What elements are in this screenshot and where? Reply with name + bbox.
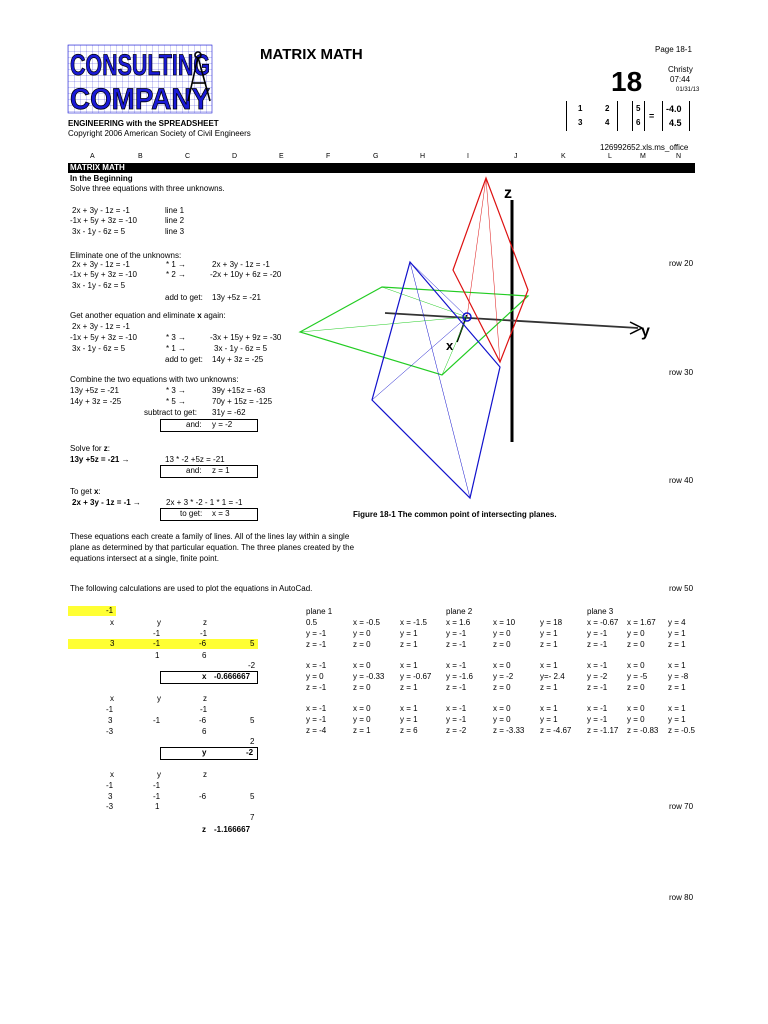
plane-cell: z = -0.5 — [668, 726, 695, 735]
plane-cell: z = 0 — [627, 683, 645, 692]
elim1-l2: -1x + 5y + 3z = -10 — [70, 270, 137, 279]
plane-cell: z = -1 — [446, 683, 467, 692]
paragraph-line3: equations intersect at a single, finite point. — [70, 554, 219, 563]
plane-cell: y = -1 — [446, 629, 467, 638]
calc-hl-z: -6 — [199, 639, 207, 648]
plane-cell: z = 6 — [400, 726, 418, 735]
getx-heading: To get x: — [70, 487, 101, 496]
logo-line1: CONSULTING — [70, 49, 210, 82]
b3-hdr-x: x — [110, 770, 114, 779]
combine-r1: 39y +15z = -63 — [212, 386, 266, 395]
plane-cell: x = -1.5 — [400, 618, 427, 627]
plane-cell: y = 0 — [493, 629, 511, 638]
plane-cell: y = 0 — [353, 629, 371, 638]
calc-v2: 2 — [250, 737, 255, 746]
row-label-40: row 40 — [669, 476, 694, 485]
row-label-80: row 80 — [669, 893, 694, 902]
b3-r1-y: -1 — [153, 781, 161, 790]
plane-cell: y = 18 — [540, 618, 563, 627]
file-name: 126992652.xls.ms_office — [600, 143, 689, 152]
combine-l1: 13y +5z = -21 — [70, 386, 119, 395]
b3-r2-y: -1 — [153, 792, 161, 801]
plane-cell: y = -5 — [627, 672, 648, 681]
plane-cell: y = 1 — [668, 629, 686, 638]
plane-cell: y = -2 — [587, 672, 608, 681]
page-number: Page 18-1 — [655, 45, 692, 54]
plane-cell: z = 0 — [627, 640, 645, 649]
plane-cell: x = 1 — [400, 704, 418, 713]
calc-hl-x: 3 — [110, 639, 115, 648]
calc-r3-y: 1 — [155, 651, 160, 660]
x-answer-box — [160, 508, 258, 521]
plane-cell: x = 0 — [493, 661, 511, 670]
plane-cell: 0.5 — [306, 618, 318, 627]
calc-hdr-z: z — [203, 618, 207, 627]
plane-cell: x = 0 — [627, 661, 645, 670]
y-result-label: y — [202, 748, 207, 757]
section-bar: MATRIX MATH — [68, 163, 695, 173]
elim2-l1: 2x + 3y - 1z = -1 — [72, 322, 130, 331]
b2-r2-z: -6 — [199, 716, 207, 725]
intersecting-planes-figure — [260, 170, 700, 515]
plane-cell: x = -1 — [587, 704, 608, 713]
plane-cell: z = -1.17 — [587, 726, 619, 735]
plane-cell: x = -1 — [306, 704, 327, 713]
b2-r3-x: -3 — [106, 727, 114, 736]
plane-cell: z = 1 — [668, 640, 686, 649]
plane-cell: z = 0 — [493, 683, 511, 692]
plane-cell: y = -1 — [306, 715, 327, 724]
b3-r2-c: 5 — [250, 792, 255, 801]
elim2-l2: -1x + 5y + 3z = -10 — [70, 333, 137, 342]
plane-cell: y = 1 — [540, 715, 558, 724]
label-line3: line 3 — [165, 227, 185, 236]
plane-cell: y = 0 — [353, 715, 371, 724]
elim1-m2: * 2 → — [166, 270, 187, 279]
green-plane — [300, 287, 528, 375]
plane-cell: x = -1 — [587, 661, 608, 670]
plane-cell: y = -1 — [446, 715, 467, 724]
plane-cell: z = -2 — [446, 726, 467, 735]
plane-cell: y = -1.6 — [446, 672, 473, 681]
elim2-addget: add to get: — [165, 355, 203, 364]
combine-m1: * 3 → — [166, 386, 187, 395]
plane-cell: y = 0 — [493, 715, 511, 724]
plane-cell: z = -1 — [306, 640, 327, 649]
plane-cell: x = -1 — [446, 704, 467, 713]
b2-r2-x: 3 — [108, 716, 113, 725]
plane-cell: z = -0.83 — [627, 726, 659, 735]
z-result-value: -1.166667 — [214, 825, 251, 834]
plane-cell: x = 1.67 — [627, 618, 656, 627]
x-axis-label: x — [446, 338, 454, 353]
intro-text: Solve three equations with three unknowns. — [70, 184, 225, 193]
company-logo — [68, 45, 212, 116]
combine-l2: 14y + 3z = -25 — [70, 397, 122, 406]
plane-cell: z = -3.33 — [493, 726, 525, 735]
calc-hl-y: -1 — [153, 639, 161, 648]
plane-cell: z = 0 — [353, 640, 371, 649]
plane-cell: y = -1 — [587, 629, 608, 638]
plane3-title: plane 3 — [587, 607, 614, 616]
plane-cell: x = 0 — [627, 704, 645, 713]
solvez-heading: Solve for z: — [70, 444, 111, 453]
date: 01/31/13 — [676, 87, 700, 93]
b2-r2-y: -1 — [153, 716, 161, 725]
plane-cell: z = -1 — [587, 640, 608, 649]
elim1-l1: 2x + 3y - 1z = -1 — [72, 260, 130, 269]
y-answer-box — [160, 419, 258, 432]
elim1-result: 13y +5z = -21 — [212, 293, 261, 302]
z-answer: z = 1 — [212, 466, 230, 475]
logo-line2: COMPANY — [70, 83, 210, 116]
b2-r1-x: -1 — [106, 705, 114, 714]
plane-cell: y = 4 — [668, 618, 686, 627]
plane-cell: z = 1 — [353, 726, 371, 735]
plane-cell: z = -4.67 — [540, 726, 572, 735]
b2-hdr-x: x — [110, 694, 114, 703]
author: Christy — [668, 65, 693, 74]
solvez-eq: 13y +5z = -21 → — [70, 455, 130, 464]
z-axis-label: z — [504, 185, 512, 202]
calc-hl-value: -1 — [106, 606, 114, 615]
getx-toget: to get: — [180, 509, 203, 518]
plane-cell: y=- 2.4 — [540, 672, 565, 681]
plane-cell: y = -1 — [587, 715, 608, 724]
plane-cell: y = -2 — [493, 672, 514, 681]
plane-cell: x = 10 — [493, 618, 516, 627]
row-label-30: row 30 — [669, 368, 694, 377]
paragraph-line2: plane as determined by that particular equation. The three planes created by the — [70, 543, 355, 552]
elim2-l3: 3x - 1y - 6z = 5 — [72, 344, 126, 353]
plane-cell: y = -1 — [306, 629, 327, 638]
label-line1: line 1 — [165, 206, 185, 215]
plane1-title: plane 1 — [306, 607, 333, 616]
row-label-20: row 20 — [669, 259, 694, 268]
plane-cell: x = 1.6 — [446, 618, 471, 627]
plane-cell: z = 1 — [400, 683, 418, 692]
getx-eq: 2x + 3y - 1z = -1 → — [72, 498, 141, 507]
elim1-r2: -2x + 10y + 6z = -20 — [210, 270, 282, 279]
plane-cell: z = 0 — [493, 640, 511, 649]
blue-plane — [372, 262, 500, 498]
b3-hdr-y: y — [157, 770, 161, 779]
plane2-title: plane 2 — [446, 607, 473, 616]
elim1-addget: add to get: — [165, 293, 203, 302]
plane-cell: y = -0.33 — [353, 672, 385, 681]
b2-r1-z: -1 — [200, 705, 208, 714]
elim2-heading: Get another equation and eliminate x again: — [70, 311, 226, 320]
plane-cell: y = 0 — [306, 672, 324, 681]
y-result-box — [160, 747, 258, 760]
plane-cell: x = 1 — [540, 661, 558, 670]
b3-hdr-z: z — [203, 770, 207, 779]
calc-r1-y: -1 — [153, 629, 161, 638]
calc-v3: 7 — [250, 813, 255, 822]
plane-cell: z = 1 — [668, 683, 686, 692]
getx-sub: 2x + 3 * -2 - 1 * 1 = -1 — [166, 498, 243, 507]
combine-subget: subtract to get: — [144, 408, 197, 417]
logo-graphic — [68, 45, 212, 116]
plane-cell: y = 0 — [627, 629, 645, 638]
elim2-result: 14y + 3z = -25 — [212, 355, 264, 364]
calc-v1: -2 — [248, 661, 256, 670]
figure-caption: Figure 18-1 The common point of intersecting planes. — [353, 510, 557, 519]
plane-cell: y = 0 — [627, 715, 645, 724]
b3-r2-z: -6 — [199, 792, 207, 801]
plane-cell: y = 1 — [540, 629, 558, 638]
plane-cell: x = 1 — [540, 704, 558, 713]
b2-hdr-y: y — [157, 694, 161, 703]
b3-r2-x: 3 — [108, 792, 113, 801]
plane-cell: x = -1 — [446, 661, 467, 670]
intro-heading: In the Beginning — [70, 174, 133, 183]
elim1-r1: 2x + 3y - 1z = -1 — [212, 260, 270, 269]
paragraph-line1: These equations each create a family of lines. All of the lines lay within a single — [70, 532, 350, 541]
chapter-number: 18 — [611, 66, 643, 97]
eq-line2: -1x + 5y + 3z = -10 — [70, 216, 137, 225]
eq-line1: 2x + 3y - 1z = -1 — [72, 206, 130, 215]
plane-cell: z = 1 — [400, 640, 418, 649]
plane-cell: y = -0.67 — [400, 672, 432, 681]
b2-hdr-z: z — [203, 694, 207, 703]
x-result-label: x — [202, 672, 207, 681]
elim1-heading: Eliminate one of the unknowns: — [70, 251, 182, 260]
combine-and: and: — [186, 420, 202, 429]
combine-heading: Combine the two equations with two unknowns: — [70, 375, 239, 384]
calc-hdr-y: y — [157, 618, 161, 627]
b2-r3-z: 6 — [202, 727, 207, 736]
plane-cell: x = 1 — [668, 661, 686, 670]
plane-cell: z = -1 — [446, 640, 467, 649]
plane-cell: y = 1 — [400, 715, 418, 724]
calc-r1-z: -1 — [200, 629, 208, 638]
plane-cell: y = -8 — [668, 672, 689, 681]
solvez-and: and: — [186, 466, 202, 475]
solvez-sub: 13 * -2 +5z = -21 — [165, 455, 225, 464]
plane-cell: z = 0 — [353, 683, 371, 692]
elim2-m2: * 3 → — [166, 333, 187, 342]
calc-r3-z: 6 — [202, 651, 207, 660]
plane-cell: x = 1 — [400, 661, 418, 670]
elim1-m1: * 1 → — [166, 260, 187, 269]
page-title: MATRIX MATH — [260, 46, 363, 63]
copyright: Copyright 2006 American Society of Civil Engineers — [68, 129, 251, 138]
combine-result: 31y = -62 — [212, 408, 246, 417]
row-label-70: row 70 — [669, 802, 694, 811]
calc-hl-c: 5 — [250, 639, 255, 648]
plane-cell: z = 1 — [540, 683, 558, 692]
plane-cell: z = -1 — [306, 683, 327, 692]
elim2-m3: * 1 → — [166, 344, 187, 353]
eq-line3: 3x - 1y - 6z = 5 — [72, 227, 126, 236]
plane-cell: x = 0 — [353, 704, 371, 713]
time: 07:44 — [670, 75, 691, 84]
plane-cell: z = 1 — [540, 640, 558, 649]
row-label-50: row 50 — [669, 584, 694, 593]
plane-cell: z = -1 — [587, 683, 608, 692]
paragraph-line4: The following calculations are used to plot the equations in AutoCad. — [70, 584, 313, 593]
plane-cell: y = 1 — [668, 715, 686, 724]
x-answer: x = 3 — [212, 509, 230, 518]
plane-cell: z = -4 — [306, 726, 327, 735]
highlight-row — [68, 639, 258, 649]
plane-cell: x = -1 — [306, 661, 327, 670]
x-result-value: -0.666667 — [214, 672, 251, 681]
y-result-value: -2 — [246, 748, 254, 757]
b3-r3-y: 1 — [155, 802, 160, 811]
y-axis-label: y — [641, 323, 650, 340]
red-plane — [453, 178, 528, 362]
b3-r1-x: -1 — [106, 781, 114, 790]
calc-hdr-x: x — [110, 618, 114, 627]
combine-m2: * 5 → — [166, 397, 187, 406]
plane-cell: y = 1 — [400, 629, 418, 638]
elim1-l3: 3x - 1y - 6z = 5 — [72, 281, 126, 290]
b2-r2-c: 5 — [250, 716, 255, 725]
subtitle: ENGINEERING with the SPREADSHEET — [68, 119, 219, 128]
z-result-label: z — [202, 825, 206, 834]
elim2-r3: 3x - 1y - 6z = 5 — [214, 344, 268, 353]
y-answer: y = -2 — [212, 420, 233, 429]
plane-cell: x = 0 — [353, 661, 371, 670]
b3-r3-x: -3 — [106, 802, 114, 811]
combine-r2: 70y + 15z = -125 — [212, 397, 273, 406]
z-answer-box — [160, 465, 258, 478]
plane-cell: x = -0.5 — [353, 618, 380, 627]
plane-cell: x = 1 — [668, 704, 686, 713]
label-line2: line 2 — [165, 216, 185, 225]
plane-cell: x = 0 — [493, 704, 511, 713]
plane-cell: x = -0.67 — [587, 618, 619, 627]
elim2-r2: -3x + 15y + 9z = -30 — [210, 333, 282, 342]
